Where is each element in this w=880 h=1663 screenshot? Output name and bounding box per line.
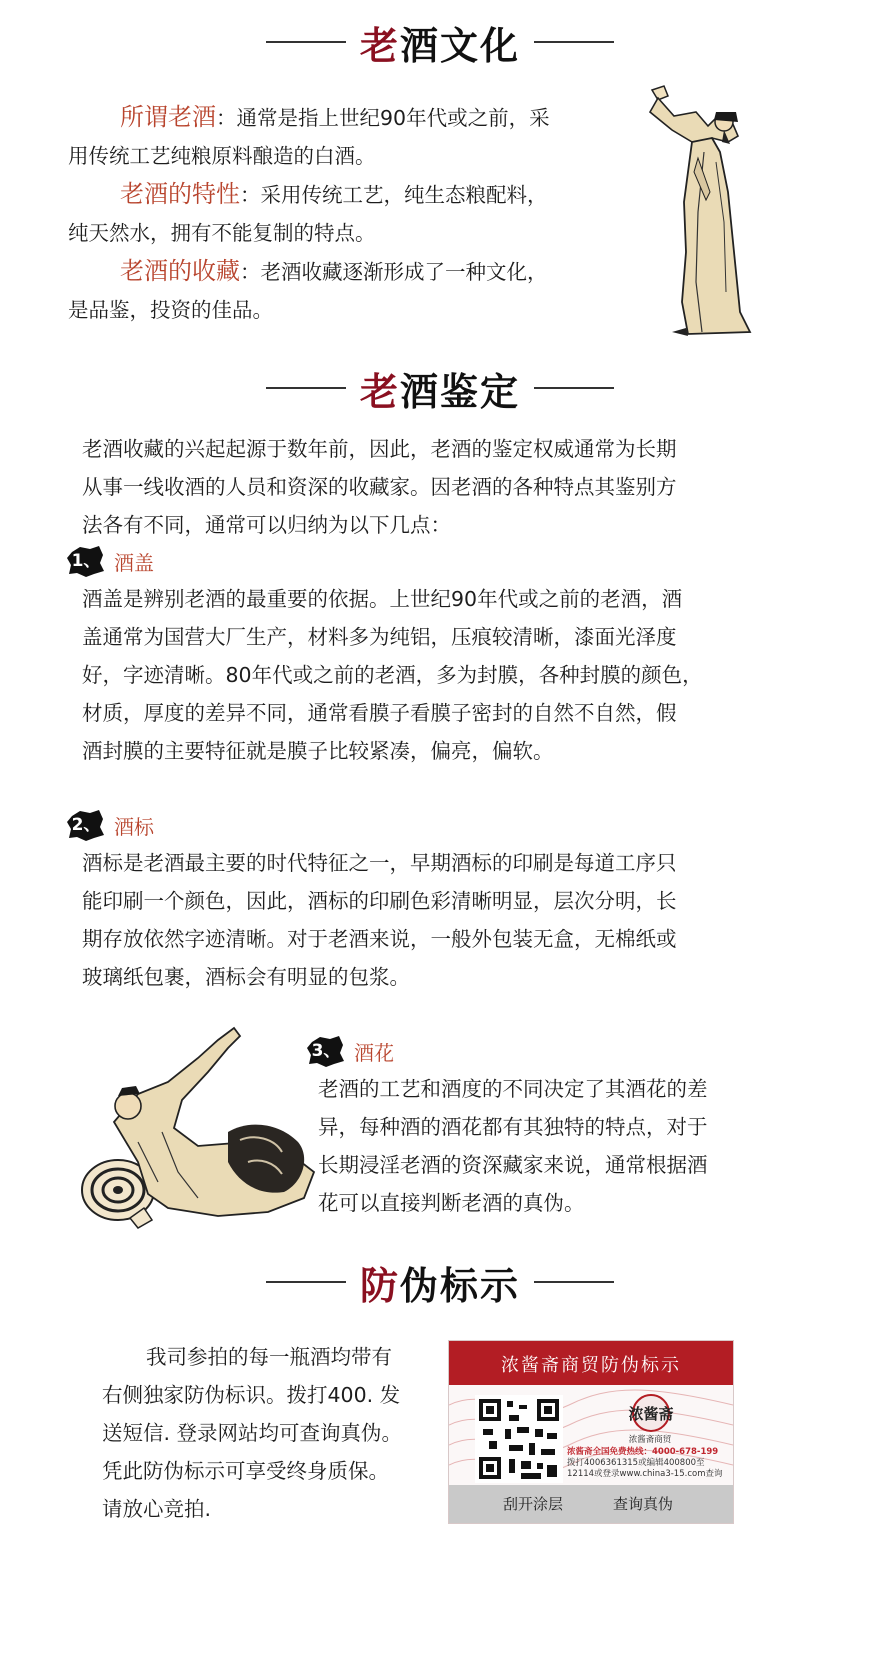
scholar-reclining-illustration (78, 1022, 318, 1232)
culture-label-3: 老酒的收藏 (120, 257, 240, 285)
culture-item-2: 老酒的特性：采用传统工艺，纯生态粮配料， 纯天然水，拥有不能复制的特点。 (68, 180, 548, 245)
section-title-identify (0, 358, 880, 418)
culture-label-2: 老酒的特性 (120, 180, 240, 208)
label-info-2: 12114或登录www.china3-15.com查询 (567, 1469, 723, 1479)
scholar-standing-illustration (612, 82, 762, 338)
point-2-label: 酒标 (114, 814, 154, 839)
section-title-antifake (0, 1252, 880, 1312)
point-1-text: 酒盖是辨别老酒的最重要的依据。上世纪90年代或之前的老酒，酒 盖通常为国营大厂生产，材料多为纯铝，压痕较清晰，漆面光泽度 好，字迹清晰。80年代或之前的老酒，多为封膜，各种封膜的颜色， 材质，厚度的差异不同，通常看膜子看膜子密封的自然不自然，假 酒封膜的主要特征就是膜子比较紧凑，偏亮，偏软。 (82, 587, 703, 763)
point-2-text: 酒标是老酒最主要的时代特征之一，早期酒标的印刷是每道工序只 能印刷一个颜色，因此，酒标的印刷色彩清晰明显，层次分明，长 期存放依然字迹清晰。对于老酒来说，一般外包装无盒，无棉纸或 玻璃纸包裹，酒标会有明显的包浆。 (82, 851, 677, 989)
point-3-label: 酒花 (354, 1040, 394, 1065)
query-authenticity-button[interactable]: 查询真伪 (613, 1495, 674, 1513)
title-rule-left (266, 1281, 346, 1283)
culture-paragraphs (68, 98, 608, 329)
svg-text:浓酱斋: 浓酱斋 (628, 1405, 674, 1423)
label-hotline: 浓酱斋全国免费热线：4000-678-199 (567, 1447, 719, 1457)
section-title-text: 防伪标示 (359, 1262, 521, 1308)
label-header: 浓酱斋商贸防伪标示 (449, 1341, 733, 1385)
ink-splash-badge: 1、 (66, 544, 106, 578)
culture-item-1: 所谓老酒：通常是指上世纪90年代或之前，采 用传统工艺纯粮原料酿造的白酒。 (68, 103, 550, 168)
point-3-header (306, 1034, 394, 1068)
identify-intro: 老酒收藏的兴起起源于数年前，因此，老酒的鉴定权威通常为长期 从事一线收酒的人员和资深的收藏家。因老酒的各种特点其鉴别方 法各有不同，通常可以归纳为以下几点： (82, 437, 677, 537)
title-rule-left (266, 41, 346, 43)
ink-splash-badge: 3、 (306, 1034, 346, 1068)
section-title-text: 老酒文化 (359, 22, 521, 68)
culture-label-1: 所谓老酒 (120, 103, 216, 131)
ink-splash-badge: 2、 (66, 808, 106, 842)
point-2-header (66, 808, 154, 842)
company-logo-seal (619, 1393, 681, 1433)
culture-item-3: 老酒的收藏：老酒收藏逐渐形成了一种文化， 是品鉴，投资的佳品。 (68, 257, 548, 322)
qr-code-icon[interactable] (475, 1395, 563, 1483)
section-title-text: 老酒鉴定 (359, 368, 521, 414)
label-company: 浓酱斋商贸 (628, 1435, 672, 1445)
antifake-text: 我司参拍的每一瓶酒均带有 右侧独家防伪标识。拨打400. 发 送短信. 登录网站均可查询真伪。 凭此防伪标示可享受终身质保。 请放心竞拍. (102, 1345, 403, 1521)
title-rule-right (534, 41, 614, 43)
section-title-culture (0, 12, 880, 72)
point-3-text: 老酒的工艺和酒度的不同决定了其酒花的差 异，每种酒的酒花都有其独特的特点，对于 长期浸淫老酒的资深藏家来说，通常根据酒 花可以直接判断老酒的真伪。 (318, 1077, 708, 1215)
scratch-coating-button[interactable]: 刮开涂层 (503, 1495, 564, 1513)
point-1-header (66, 544, 154, 578)
title-rule-right (534, 387, 614, 389)
title-rule-right (534, 1281, 614, 1283)
title-rule-left (266, 387, 346, 389)
label-info-1: 拨打4006361315或编辑400800至 (567, 1458, 705, 1468)
label-footer (449, 1485, 733, 1523)
point-1-label: 酒盖 (114, 550, 154, 575)
antifake-label (448, 1340, 734, 1524)
